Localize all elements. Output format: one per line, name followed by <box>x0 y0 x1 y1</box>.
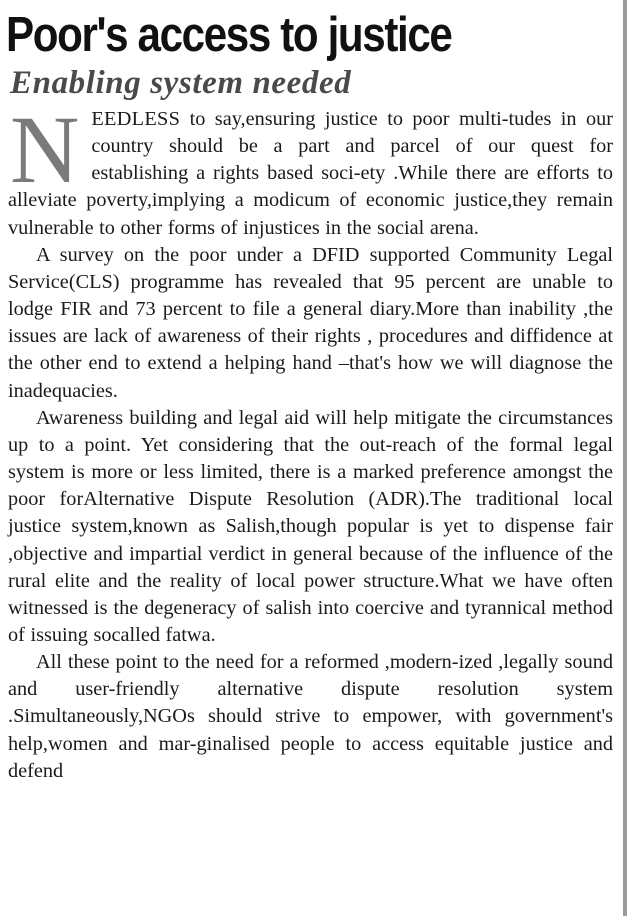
paragraph-2: A survey on the poor under a DFID supported Community Legal Service(CLS) programme has revealed that 95 percent are unable to lodge FIR and 73 percent to file a general diary.More than inability ,the issues are lack of awareness of their rights , procedures and diffidence at the other end to extend a helping hand –that's how we will diagnose the inadequacies. <box>8 243 613 402</box>
drop-cap: N <box>10 96 80 203</box>
paragraph-4: All these point to the need for a reformed ,modern-ized ,legally sound and user-friendly alternative dispute resolution system .Simultaneously,NGOs should strive to empower, with government's help,women and mar-ginalised people to access equitable justice and defend <box>8 651 613 782</box>
subhead: Enabling system needed <box>10 65 352 101</box>
column-rule <box>623 0 627 916</box>
paragraph-1-text: to say,ensuring justice to poor multi-tudes in our country should be a part and parcel of our quest for establishing a rights based soci-ety .While there are efforts to alleviate poverty,implying a modicum of economic justice,they remain vulnerable to other forms of injustices in the social arena. <box>8 108 613 239</box>
paragraph-1 <box>8 96 613 242</box>
paragraph-3: Awareness building and legal aid will help mitigate the circumstances up to a point. Yet considering that the out-reach of the formal legal system is more or less limited, there is a marked preference amongst the poor forAlternative Dispute Resolution (ADR).The traditional local justice system,known as Salish,though popular is yet to dispense fair ,objective and impartial verdict in general because of the influence of the rural elite and the reality of local power structure.What we have often witnessed is the degeneracy of salish into coercive and tyrannical method of issuing socalled fatwa. <box>8 406 613 646</box>
headline: Poor's access to justice <box>6 8 452 62</box>
lead-caps: EEDLESS <box>91 108 181 130</box>
